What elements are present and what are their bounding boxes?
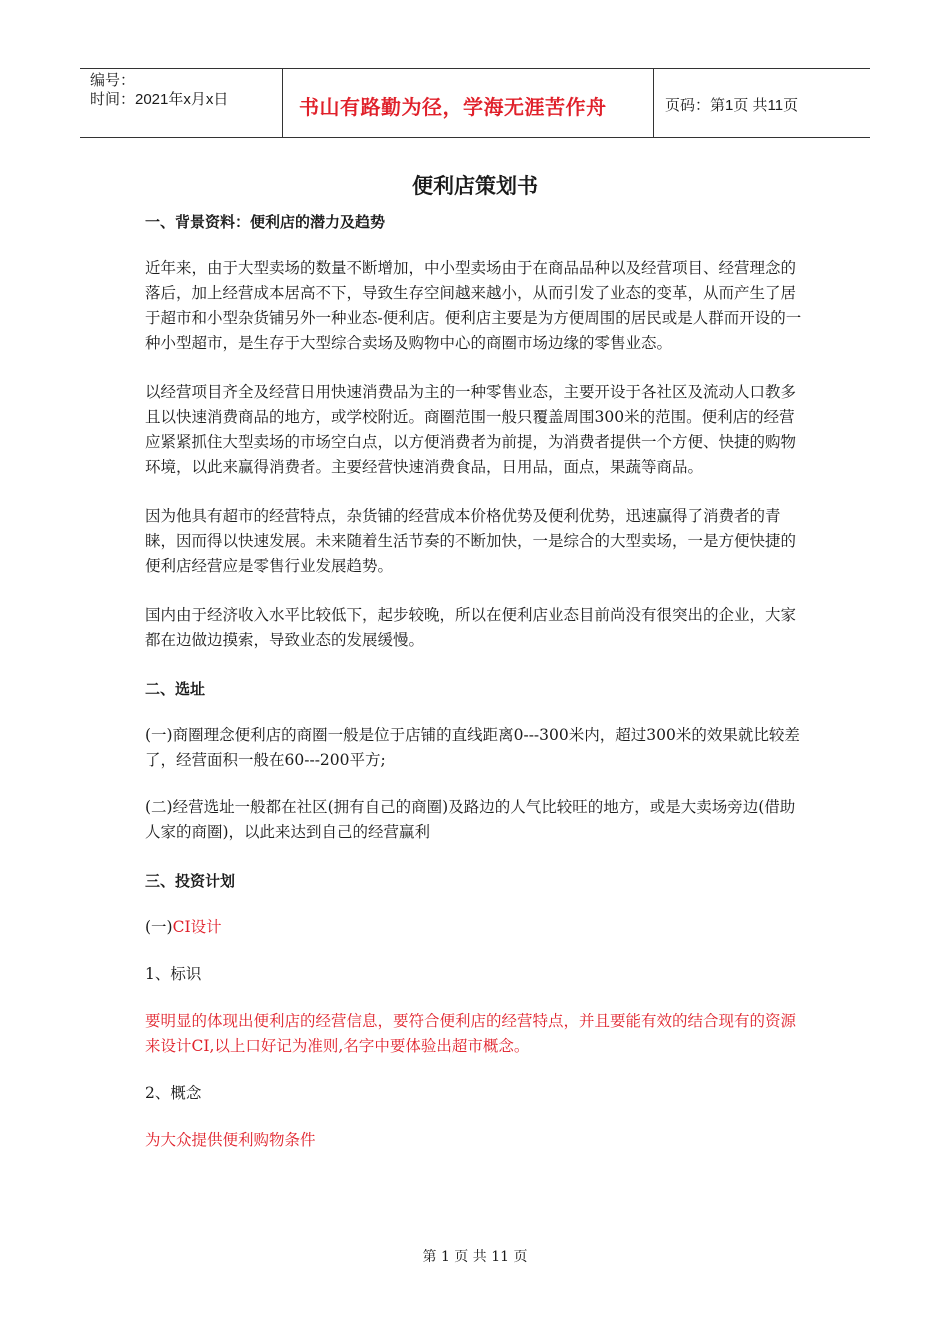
section1-para4: 国内由于经济收入水平比较低下，起步较晚，所以在便利店业态目前尚没有很突出的企业，大家都在边做边摸索，导致业态的发展缓慢。 <box>145 606 797 649</box>
number-label: 编号： <box>90 72 136 89</box>
section2-para1: (一)商圈理念便利店的商圈一般是位于店铺的直线距离0---300米内，超过300米的效果就比较差了，经营面积一般在60---200平方; <box>145 726 800 769</box>
item2-label: 2、概念 <box>145 1084 202 1102</box>
sub1-ci-design: CI设计 <box>172 918 222 936</box>
section1-para1: 近年来，由于大型卖场的数量不断增加，中小型卖场由于在商品品种以及经营项目、经营理念的落后，加上经营成本居高不下，导致生存空间越来越小，从而引发了业态的变革，从而产生了居于超市和小型杂货铺另外一种业态-便利店。便利店主要是为方便周围的居民或是人群而开设的一种小型超市，是生存于大型综合卖场及购物中心的商圈市场边缘的零售业态。 <box>145 259 802 352</box>
item1-label: 1、标识 <box>145 965 202 983</box>
sub1-prefix: (一) <box>145 918 173 936</box>
page-info: 页码：第1页 共11页 <box>665 97 799 114</box>
document-body <box>145 212 805 1153</box>
section1-heading: 一、背景资料：便利店的潜力及趋势 <box>145 213 386 231</box>
motto: 书山有路勤为径，学海无涯苦作舟 <box>299 95 607 119</box>
section3-sub1 <box>145 915 805 940</box>
section2-heading: 二、选址 <box>145 680 206 698</box>
header-meta <box>80 69 283 137</box>
page-footer: 第 1 页 共 11 页 <box>422 1249 528 1265</box>
page-header <box>80 68 870 138</box>
header-motto-cell <box>283 69 654 137</box>
document-title: 便利店策划书 <box>412 174 538 198</box>
item2-text: 为大众提供便利购物条件 <box>145 1131 316 1149</box>
item1-text: 要明显的体现出便利店的经营信息，要符合便利店的经营特点，并且要能有效的结合现有的资源来设计CI,以上口好记为准则,名字中要体验出超市概念。 <box>145 1012 797 1055</box>
section1-para3: 因为他具有超市的经营特点，杂货铺的经营成本价格优势及便利优势，迅速赢得了消费者的青睐，因而得以快速发展。未来随着生活节奏的不断加快，一是综合的大型卖场，一是方便快捷的便利店经营应是零售行业发展趋势。 <box>145 507 797 575</box>
section3-heading: 三、投资计划 <box>145 872 236 890</box>
section2-para2: (二)经营选址一般都在社区(拥有自己的商圈)及路边的人气比较旺的地方，或是大卖场旁边(借助人家的商圈)，以此来达到自己的经营赢利 <box>145 798 796 841</box>
time-label: 时间：2021年x月x日 <box>90 91 229 108</box>
section1-para2: 以经营项目齐全及经营日用快速消费品为主的一种零售业态，主要开设于各社区及流动人口教多且以快速消费商品的地方，或学校附近。商圈范围一般只覆盖周围300米的范围。便利店的经营应紧紧抓住大型卖场的市场空白点，以方便消费者为前提，为消费者提供一个方便、快捷的购物环境，以此来赢得消费者。主要经营快速消费食品，日用品，面点，果蔬等商品。 <box>145 383 797 476</box>
